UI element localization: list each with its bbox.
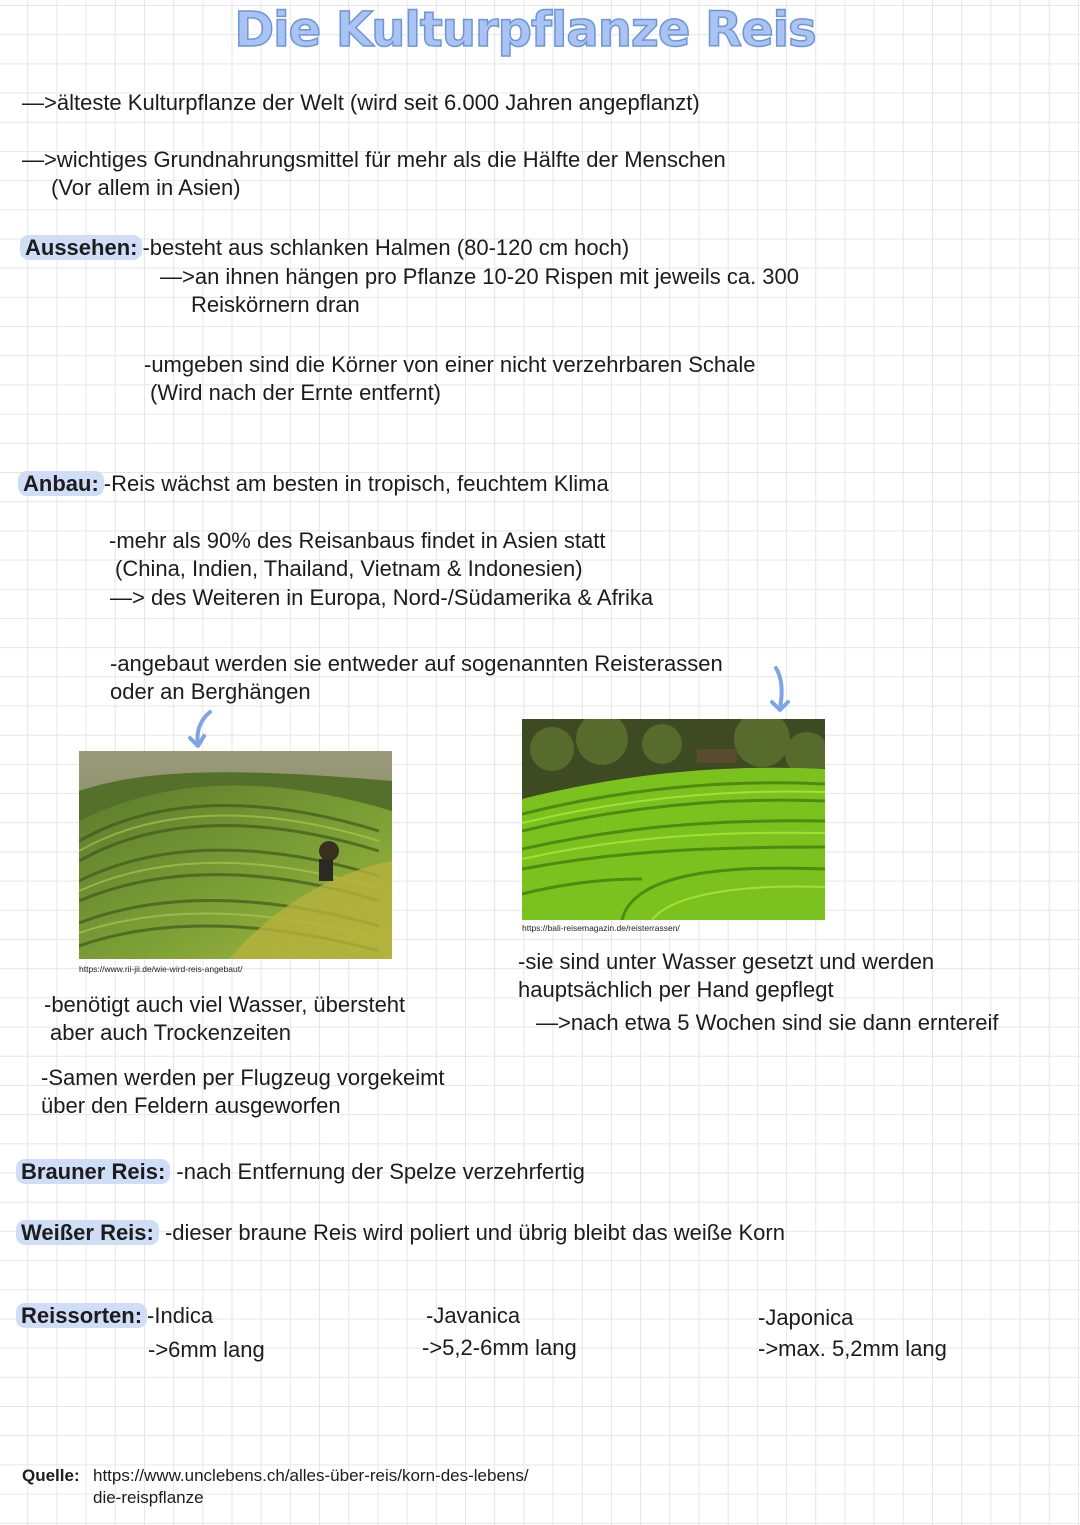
reissorten-label: Reissorten: <box>16 1303 147 1328</box>
intro-line-1: —>älteste Kulturpflanze der Welt (wird seit 6.000 Jahren angepflanzt) <box>22 90 700 115</box>
anbau-line-4: —> des Weiteren in Europa, Nord-/Südamerika & Afrika <box>110 585 654 610</box>
aussehen-section <box>20 234 629 263</box>
aussehen-line-2: —>an ihnen hängen pro Pflanze 10-20 Rispen mit jeweils ca. 300 <box>160 264 800 289</box>
anbau-line-6: oder an Berghängen <box>110 679 311 704</box>
left-note-line-1: -benötigt auch viel Wasser, übersteht <box>44 992 406 1017</box>
intro-line-3: (Vor allem in Asien) <box>51 175 241 200</box>
weisser-reis-text: -dieser braune Reis wird poliert und übrig bleibt das weiße Korn <box>164 1220 785 1245</box>
aussehen-line-5: (Wird nach der Ernte entfernt) <box>150 380 442 405</box>
quelle-link-line-1[interactable]: https://www.unclebens.ch/alles-über-reis/korn-des-lebens/ <box>93 1466 529 1485</box>
aussehen-line-1: -besteht aus schlanken Halmen (80-120 cm hoch) <box>142 235 630 260</box>
rice-terraces-hillside-photo <box>79 751 392 959</box>
quelle-label: Quelle: <box>22 1466 80 1485</box>
rice-terraces-bali-photo <box>522 719 825 920</box>
anbau-line-1: -Reis wächst am besten in tropisch, feuchtem Klima <box>103 471 609 496</box>
intro-line-2: —>wichtiges Grundnahrungsmittel für mehr als die Hälfte der Menschen <box>22 147 726 172</box>
sorte-javanica-name: -Javanica <box>426 1303 521 1328</box>
anbau-line-2: -mehr als 90% des Reisanbaus findet in Asien statt <box>109 528 606 553</box>
sorte-japonica-name: -Japonica <box>758 1305 854 1330</box>
sorte-indica-name: -Indica <box>147 1303 214 1328</box>
left-note-line-3: -Samen werden per Flugzeug vorgekeimt <box>41 1065 445 1090</box>
aussehen-line-3: Reiskörnern dran <box>191 292 360 317</box>
brauner-reis-text: -nach Entfernung der Spelze verzehrfertig <box>176 1159 585 1184</box>
weisser-reis-section <box>16 1219 785 1248</box>
right-photo-source: https://bali-reisemagazin.de/reisterrassen/ <box>522 923 680 933</box>
anbau-line-3: (China, Indien, Thailand, Vietnam & Indonesien) <box>115 556 583 581</box>
page-title: Die Kulturpflanze Reis <box>234 2 816 58</box>
brauner-reis-section <box>16 1158 585 1187</box>
anbau-section <box>18 470 609 499</box>
aussehen-label: Aussehen: <box>20 235 142 260</box>
right-note-line-3: —>nach etwa 5 Wochen sind sie dann erntereif <box>536 1010 999 1035</box>
right-note-line-2: hauptsächlich per Hand gepflegt <box>518 977 834 1002</box>
weisser-reis-label: Weißer Reis: <box>16 1220 159 1245</box>
reissorten-section <box>16 1302 213 1331</box>
left-photo-source: https://www.rii-jii.de/wie-wird-reis-angebaut/ <box>79 964 243 974</box>
brauner-reis-label: Brauner Reis: <box>16 1159 170 1184</box>
anbau-line-5: -angebaut werden sie entweder auf sogenannten Reisterassen <box>110 651 723 676</box>
sorte-javanica-length: ->5,2-6mm lang <box>422 1335 577 1360</box>
right-note-line-1: -sie sind unter Wasser gesetzt und werden <box>518 949 935 974</box>
left-note-line-4: über den Feldern ausgeworfen <box>41 1093 341 1118</box>
sorte-indica-length: ->6mm lang <box>148 1337 265 1362</box>
sorte-japonica-length: ->max. 5,2mm lang <box>758 1336 947 1361</box>
left-note-line-2: aber auch Trockenzeiten <box>50 1020 291 1045</box>
arrow-right-icon <box>766 664 796 716</box>
arrow-left-icon <box>186 708 216 750</box>
anbau-label: Anbau: <box>18 471 104 496</box>
aussehen-line-4: -umgeben sind die Körner von einer nicht verzehrbaren Schale <box>144 352 756 377</box>
quelle-link-line-2[interactable]: die-reispflanze <box>93 1488 204 1507</box>
